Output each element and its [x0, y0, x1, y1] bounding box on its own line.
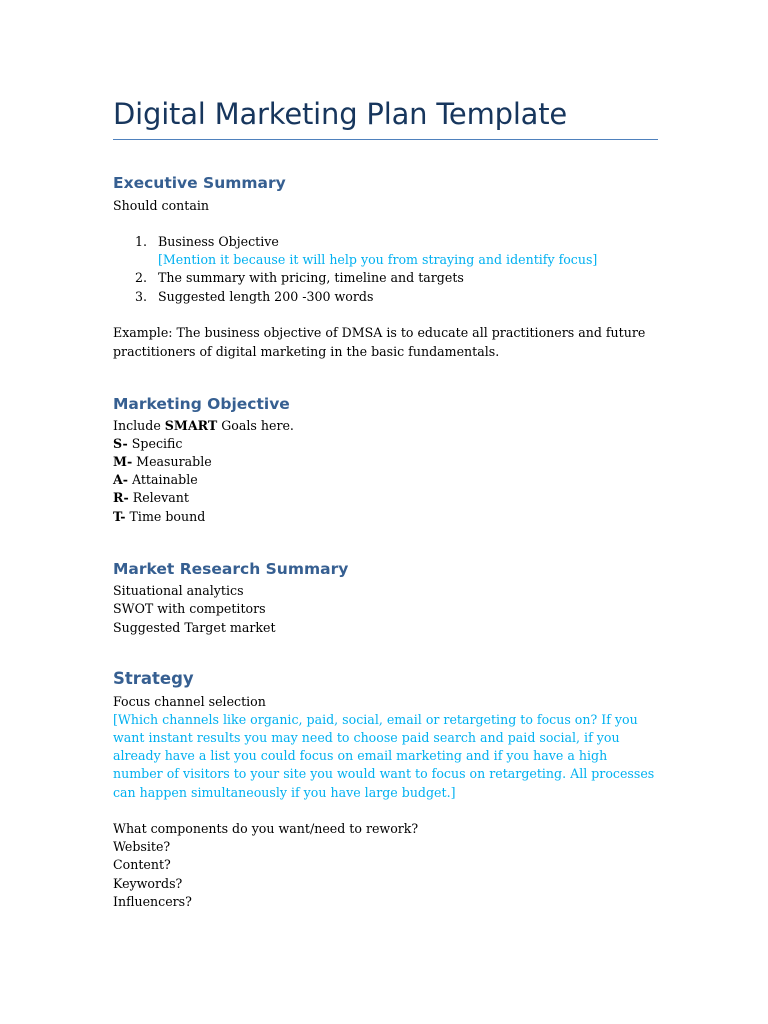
smart-goal-text: Specific: [127, 436, 183, 451]
smart-goal: [113, 435, 182, 453]
list-item-number: 3.: [135, 289, 148, 304]
components-question: What components do you want/need to rework?: [113, 821, 419, 836]
smart-goal-text: Measurable: [132, 454, 212, 469]
component-item: Content?: [113, 857, 171, 872]
smart-goal: [113, 489, 189, 507]
strategy-intro: Focus channel selection: [113, 694, 266, 709]
smart-goal-letter: S-: [113, 436, 128, 451]
market-research-line: Suggested Target market: [113, 620, 276, 635]
smart-goal: [113, 471, 198, 489]
list-item: Suggested length 200 -300 words: [158, 289, 374, 304]
list-item-number: 1.: [135, 234, 148, 249]
smart-goal-letter: A-: [113, 472, 128, 487]
strategy-note-line: [Which channels like organic, paid, social, email or retargeting to focus on? If you: [113, 712, 638, 727]
component-item: Website?: [113, 839, 171, 854]
smart-goal: [113, 453, 212, 471]
list-item: The summary with pricing, timeline and targets: [158, 270, 464, 285]
component-item: Influencers?: [113, 894, 192, 909]
smart-intro-post: Goals here.: [217, 418, 294, 433]
strategy-note-line: already have a list you could focus on email marketing and if you have a high: [113, 748, 608, 763]
example-text-line: practitioners of digital marketing in the basic fundamentals.: [113, 344, 500, 359]
smart-goal: [113, 508, 205, 526]
smart-goal-letter: T-: [113, 509, 126, 524]
executive-summary-heading: Executive Summary: [113, 174, 286, 192]
smart-goal-letter: M-: [113, 454, 133, 469]
list-item: Business Objective: [158, 234, 279, 249]
marketing-objective-heading: Marketing Objective: [113, 395, 290, 413]
document-title: Digital Marketing Plan Template: [113, 97, 568, 131]
title-divider: [113, 139, 658, 140]
strategy-note-line: want instant results you may need to choose paid search and paid social, if you: [113, 730, 620, 745]
smart-intro-pre: Include: [113, 418, 165, 433]
smart-goal-text: Relevant: [128, 490, 189, 505]
smart-goal-text: Attainable: [128, 472, 198, 487]
smart-intro-bold: SMART: [164, 418, 218, 433]
example-text-line: Example: The business objective of DMSA is to educate all practitioners and future: [113, 325, 646, 340]
list-item-number: 2.: [135, 270, 148, 285]
strategy-note-line: number of visitors to your site you would want to focus on retargeting. All processes: [113, 766, 655, 781]
executive-summary-intro: Should contain: [113, 198, 209, 213]
component-item: Keywords?: [113, 876, 183, 891]
strategy-note-line: can happen simultaneously if you have large budget.]: [113, 785, 456, 800]
strategy-heading: Strategy: [113, 669, 194, 688]
smart-intro: [113, 417, 294, 435]
market-research-line: SWOT with competitors: [113, 601, 266, 616]
smart-goal-text: Time bound: [125, 509, 206, 524]
market-research-line: Situational analytics: [113, 583, 244, 598]
market-research-heading: Market Research Summary: [113, 560, 349, 578]
list-item-note: [Mention it because it will help you from straying and identify focus]: [158, 252, 598, 267]
smart-goal-letter: R-: [113, 490, 129, 505]
